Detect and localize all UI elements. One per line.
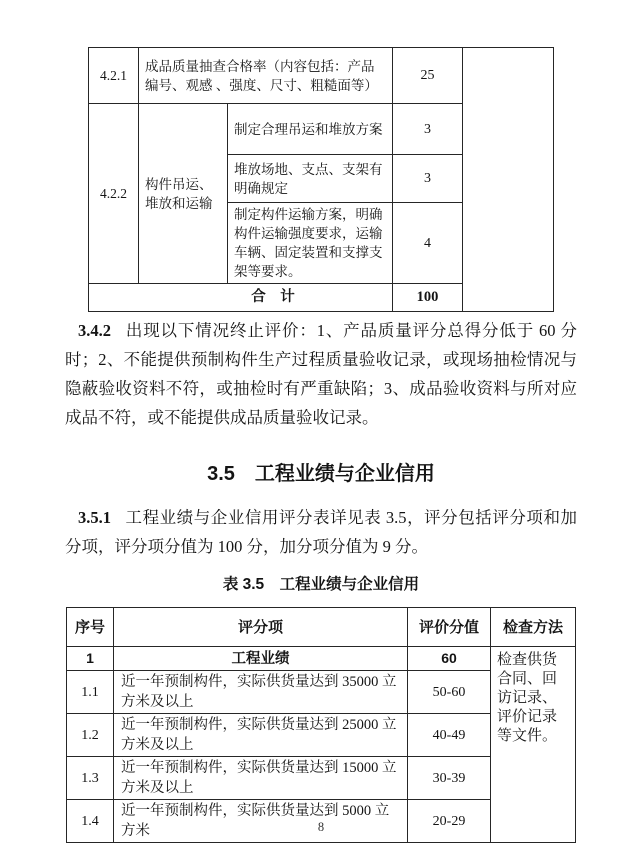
category-cell: 构件吊运、堆放和运输 — [139, 104, 228, 284]
row-no-cell: 4.2.1 — [89, 48, 139, 104]
score-item-cell: 工程业绩 — [114, 647, 408, 671]
row-no-cell: 1.2 — [67, 714, 114, 757]
score-item-cell: 成品质量抽查合格率（内容包括：产品编号、观感 、强度、尺寸、粗糙面等） — [139, 48, 393, 104]
paragraph-text: 工程业绩与企业信用评分表详见表 3.5，评分包括评分项和加分项，评分项分值为 100 分，加分项分值为 9 分。 — [65, 508, 577, 556]
section-heading: 3.5 工程业绩与企业信用 — [207, 463, 435, 485]
header-row — [67, 608, 576, 647]
score-value-cell: 3 — [393, 155, 463, 203]
paragraph-number: 3.4.2 — [78, 321, 111, 340]
score-value-cell: 30-39 — [408, 757, 491, 800]
score-item-cell: 制定构件运输方案，明确构件运输强度要求，运输车辆、固定装置和支撑支架等要求。 — [228, 203, 393, 284]
row-no-cell: 1.1 — [67, 671, 114, 714]
remark-empty-cell — [463, 48, 554, 312]
quality-score-table — [88, 47, 554, 312]
table-caption: 表 3.5 工程业绩与企业信用 — [222, 576, 420, 593]
table-row — [67, 647, 576, 671]
row-no-cell: 1 — [67, 647, 114, 671]
score-value-cell: 60 — [408, 647, 491, 671]
paragraph-text: 出现以下情况终止评价：1、产品质量评分总得分低于 60 分时；2、不能提供预制构件生产过程质量验收记录，或现场抽检情况与隐蔽验收资料不符，或抽检时有严重缺陷；3、成品验收资料与所对应成品不符，或不能提供成品质量验收记录。 — [65, 321, 577, 427]
score-item-cell: 制定合理吊运和堆放方案 — [228, 104, 393, 155]
table-row — [89, 48, 554, 104]
score-item-cell: 堆放场地、支点、支架有明确规定 — [228, 155, 393, 203]
row-no-cell: 1.3 — [67, 757, 114, 800]
score-value-cell: 4 — [393, 203, 463, 284]
score-item-cell: 近一年预制构件，实际供货量达到 35000 立方米及以上 — [114, 671, 408, 714]
row-no-cell: 1.4 — [67, 800, 114, 843]
score-value-cell: 20-29 — [408, 800, 491, 843]
score-item-cell: 近一年预制构件，实际供货量达到 15000 立方米及以上 — [114, 757, 408, 800]
col-header-score: 评价分值 — [408, 608, 491, 647]
total-score-cell: 100 — [393, 284, 463, 312]
score-value-cell: 50-60 — [408, 671, 491, 714]
score-value-cell: 40-49 — [408, 714, 491, 757]
score-item-cell: 近一年预制构件，实际供货量达到 25000 立方米及以上 — [114, 714, 408, 757]
row-no-cell: 4.2.2 — [89, 104, 139, 284]
col-header-method: 检查方法 — [491, 608, 576, 647]
page-number: 8 — [317, 820, 325, 834]
score-value-cell: 3 — [393, 104, 463, 155]
paragraph-3-5-1 — [65, 503, 577, 561]
check-method-cell: 检查供货合同、回访记录、评价记录等文件。 — [491, 647, 576, 843]
paragraph-number: 3.5.1 — [78, 508, 111, 527]
paragraph-3-4-2 — [65, 316, 577, 432]
score-item-cell: 近一年预制构件，实际供货量达到 5000 立方米 — [114, 800, 408, 843]
total-label-cell: 合 计 — [89, 284, 393, 312]
score-value-cell: 25 — [393, 48, 463, 104]
credit-table — [66, 607, 576, 843]
col-header-item: 评分项 — [114, 608, 408, 647]
col-header-no: 序号 — [67, 608, 114, 647]
